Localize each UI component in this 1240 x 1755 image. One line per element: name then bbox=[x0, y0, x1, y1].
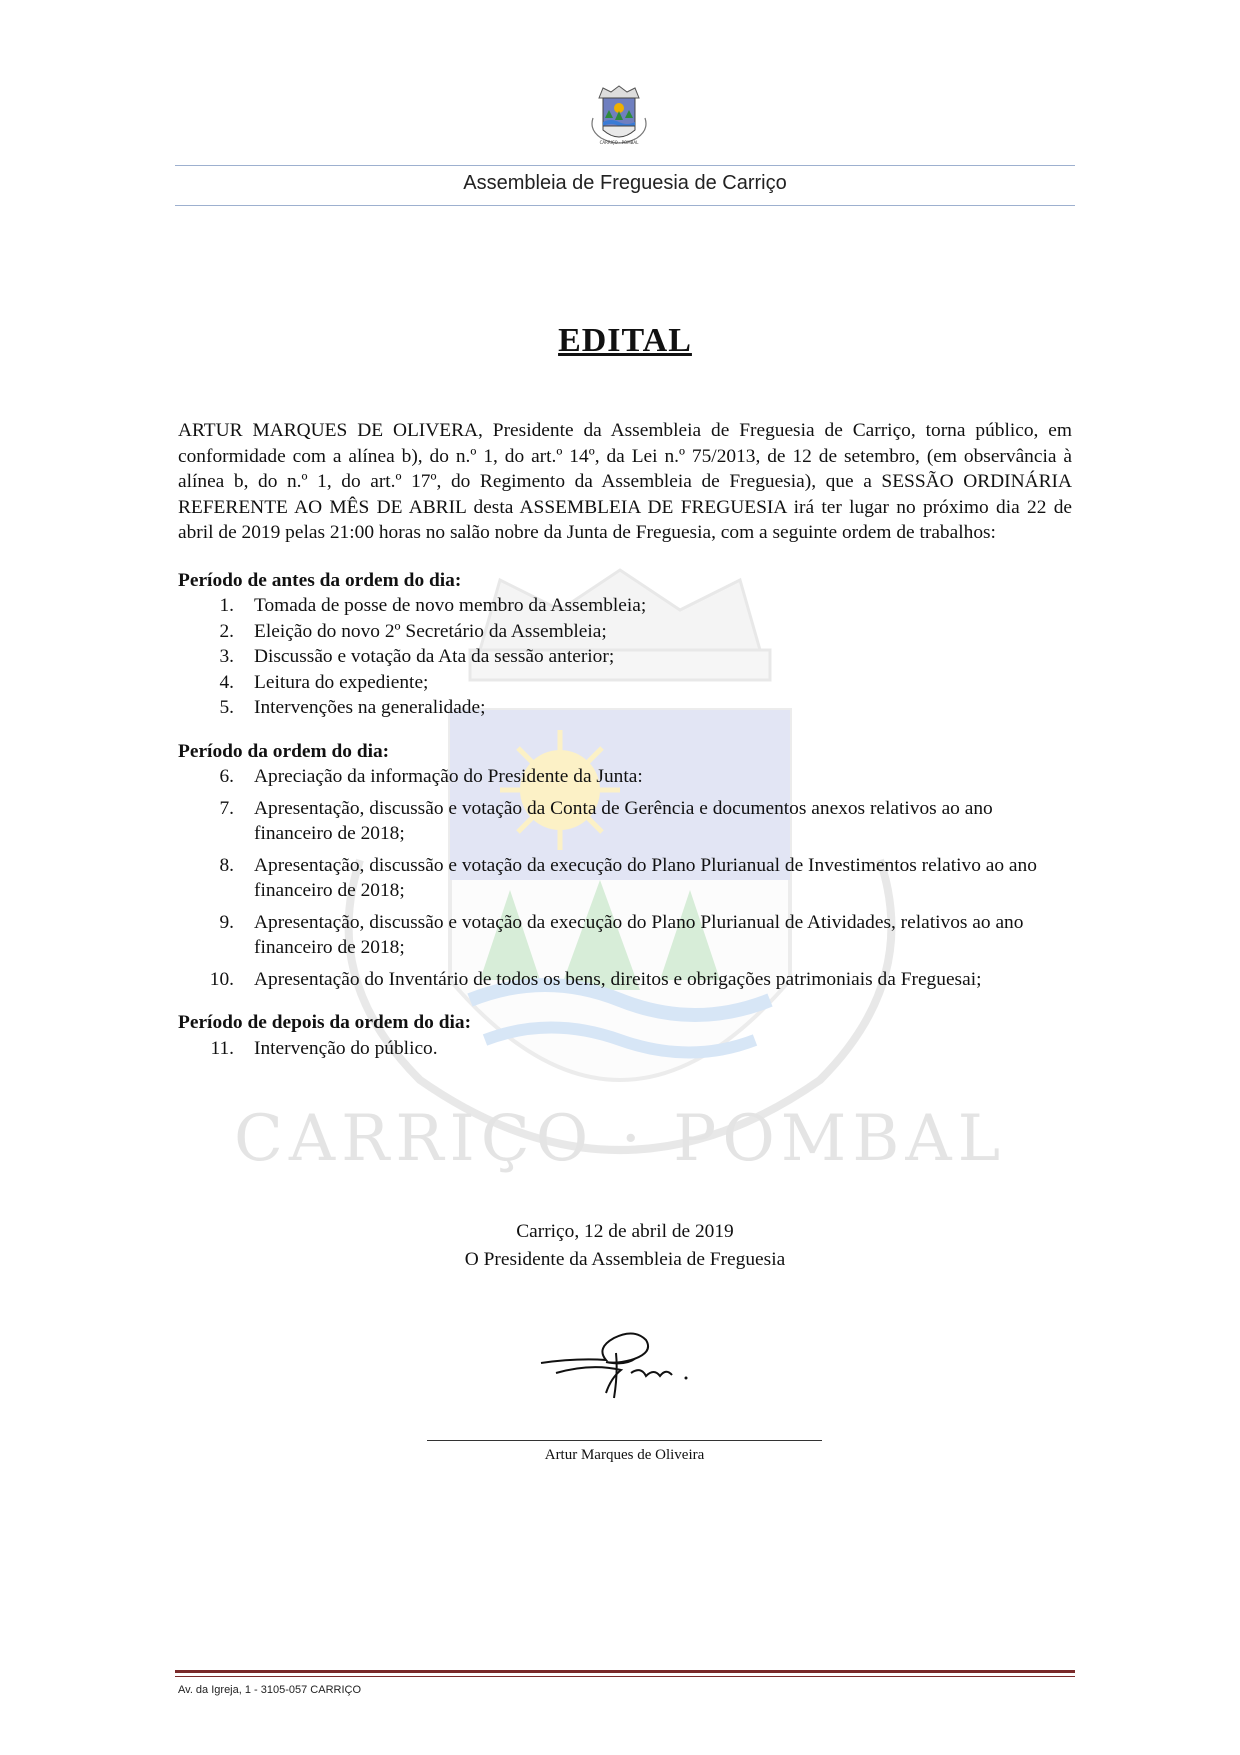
list-item: 5. Intervenções na generalidade; bbox=[219, 697, 486, 718]
section-title-after-agenda: Período de depois da ordem do dia: bbox=[178, 1012, 472, 1033]
watermark-motto: CARRIÇO · POMBAL bbox=[233, 1102, 1007, 1176]
footer-address: Av. da Igreja, 1 - 3105-057 CARRIÇO bbox=[178, 1684, 362, 1696]
list-item: 3. Discussão e votação da Ata da sessão anterior; bbox=[219, 646, 615, 667]
signature-icon bbox=[536, 1318, 716, 1408]
list-item: 6. Apreciação da informação do Presidente da Junta: bbox=[219, 766, 643, 787]
header-top-rule bbox=[175, 165, 1075, 166]
agenda-list-before bbox=[178, 593, 1072, 721]
signatory-role: O Presidente da Assembleia de Freguesia bbox=[464, 1249, 786, 1270]
footer-rule-thin bbox=[175, 1676, 1075, 1677]
document-body bbox=[178, 418, 1072, 1061]
document-title: EDITAL bbox=[558, 322, 692, 359]
list-item: 10. Apresentação do Inventário de todos os bens, direitos e obrigações patrimoniais da Freguesai; bbox=[209, 968, 982, 990]
crest-motto: CARRIÇO · POMBAL bbox=[599, 140, 639, 145]
list-item: 7. Apresentação, discussão e votação da Conta de Gerência e documentos anexos relativos ao ano financeiro de 2018; bbox=[219, 797, 993, 844]
crest-icon bbox=[583, 78, 655, 150]
place-date: Carriço, 12 de abril de 2019 bbox=[516, 1221, 734, 1242]
signatory-name: Artur Marques de Oliveira bbox=[544, 1447, 705, 1463]
header-title: Assembleia de Freguesia de Carriço bbox=[463, 172, 787, 194]
intro-paragraph: ARTUR MARQUES DE OLIVERA, Presidente da Assembleia de Freguesia de Carriço, torna público, em conformidade com a alínea b), do n.º 1, do art.º 14º, da Lei n.º 75/2013, de 12 de setembro, (em observância à alínea b, do n.º 1, do art.º 17º, do Regimento da Assembleia de Freguesia), que a SESSÃO ORDINÁRIA REFERENTE AO MÊS DE ABRIL desta ASSEMBLEIA DE FREGUESIA irá ter lugar no próximo dia 22 de abril de 2019 pelas 21:00 horas no salão nobre da Junta de Freguesia, com a seguinte ordem de trabalhos: bbox=[178, 420, 1072, 543]
section-title-before-agenda: Período de antes da ordem do dia: bbox=[178, 569, 462, 591]
closing-block bbox=[175, 1218, 1075, 1274]
list-item: 11. Intervenção do público. bbox=[210, 1037, 438, 1059]
list-item: 1. Tomada de posse de novo membro da Assembleia; bbox=[219, 595, 647, 616]
agenda-list-after bbox=[178, 1036, 1072, 1062]
list-item: 8. Apresentação, discussão e votação da execução do Plano Plurianual de Investimentos relativo ao ano financeiro de 2018; bbox=[219, 854, 1037, 901]
header-bottom-rule bbox=[175, 205, 1075, 206]
list-item: 9. Apresentação, discussão e votação da execução do Plano Plurianual de Atividades, relativos ao ano financeiro de 2018; bbox=[219, 911, 1024, 958]
list-item: 2. Eleição do novo 2º Secretário da Assembleia; bbox=[219, 620, 607, 642]
footer-rule bbox=[175, 1670, 1075, 1673]
signature-line bbox=[427, 1440, 822, 1441]
agenda-list-main bbox=[178, 764, 1072, 992]
section-title-agenda: Período da ordem do dia: bbox=[178, 740, 390, 762]
list-item: 4. Leitura do expediente; bbox=[219, 671, 429, 693]
